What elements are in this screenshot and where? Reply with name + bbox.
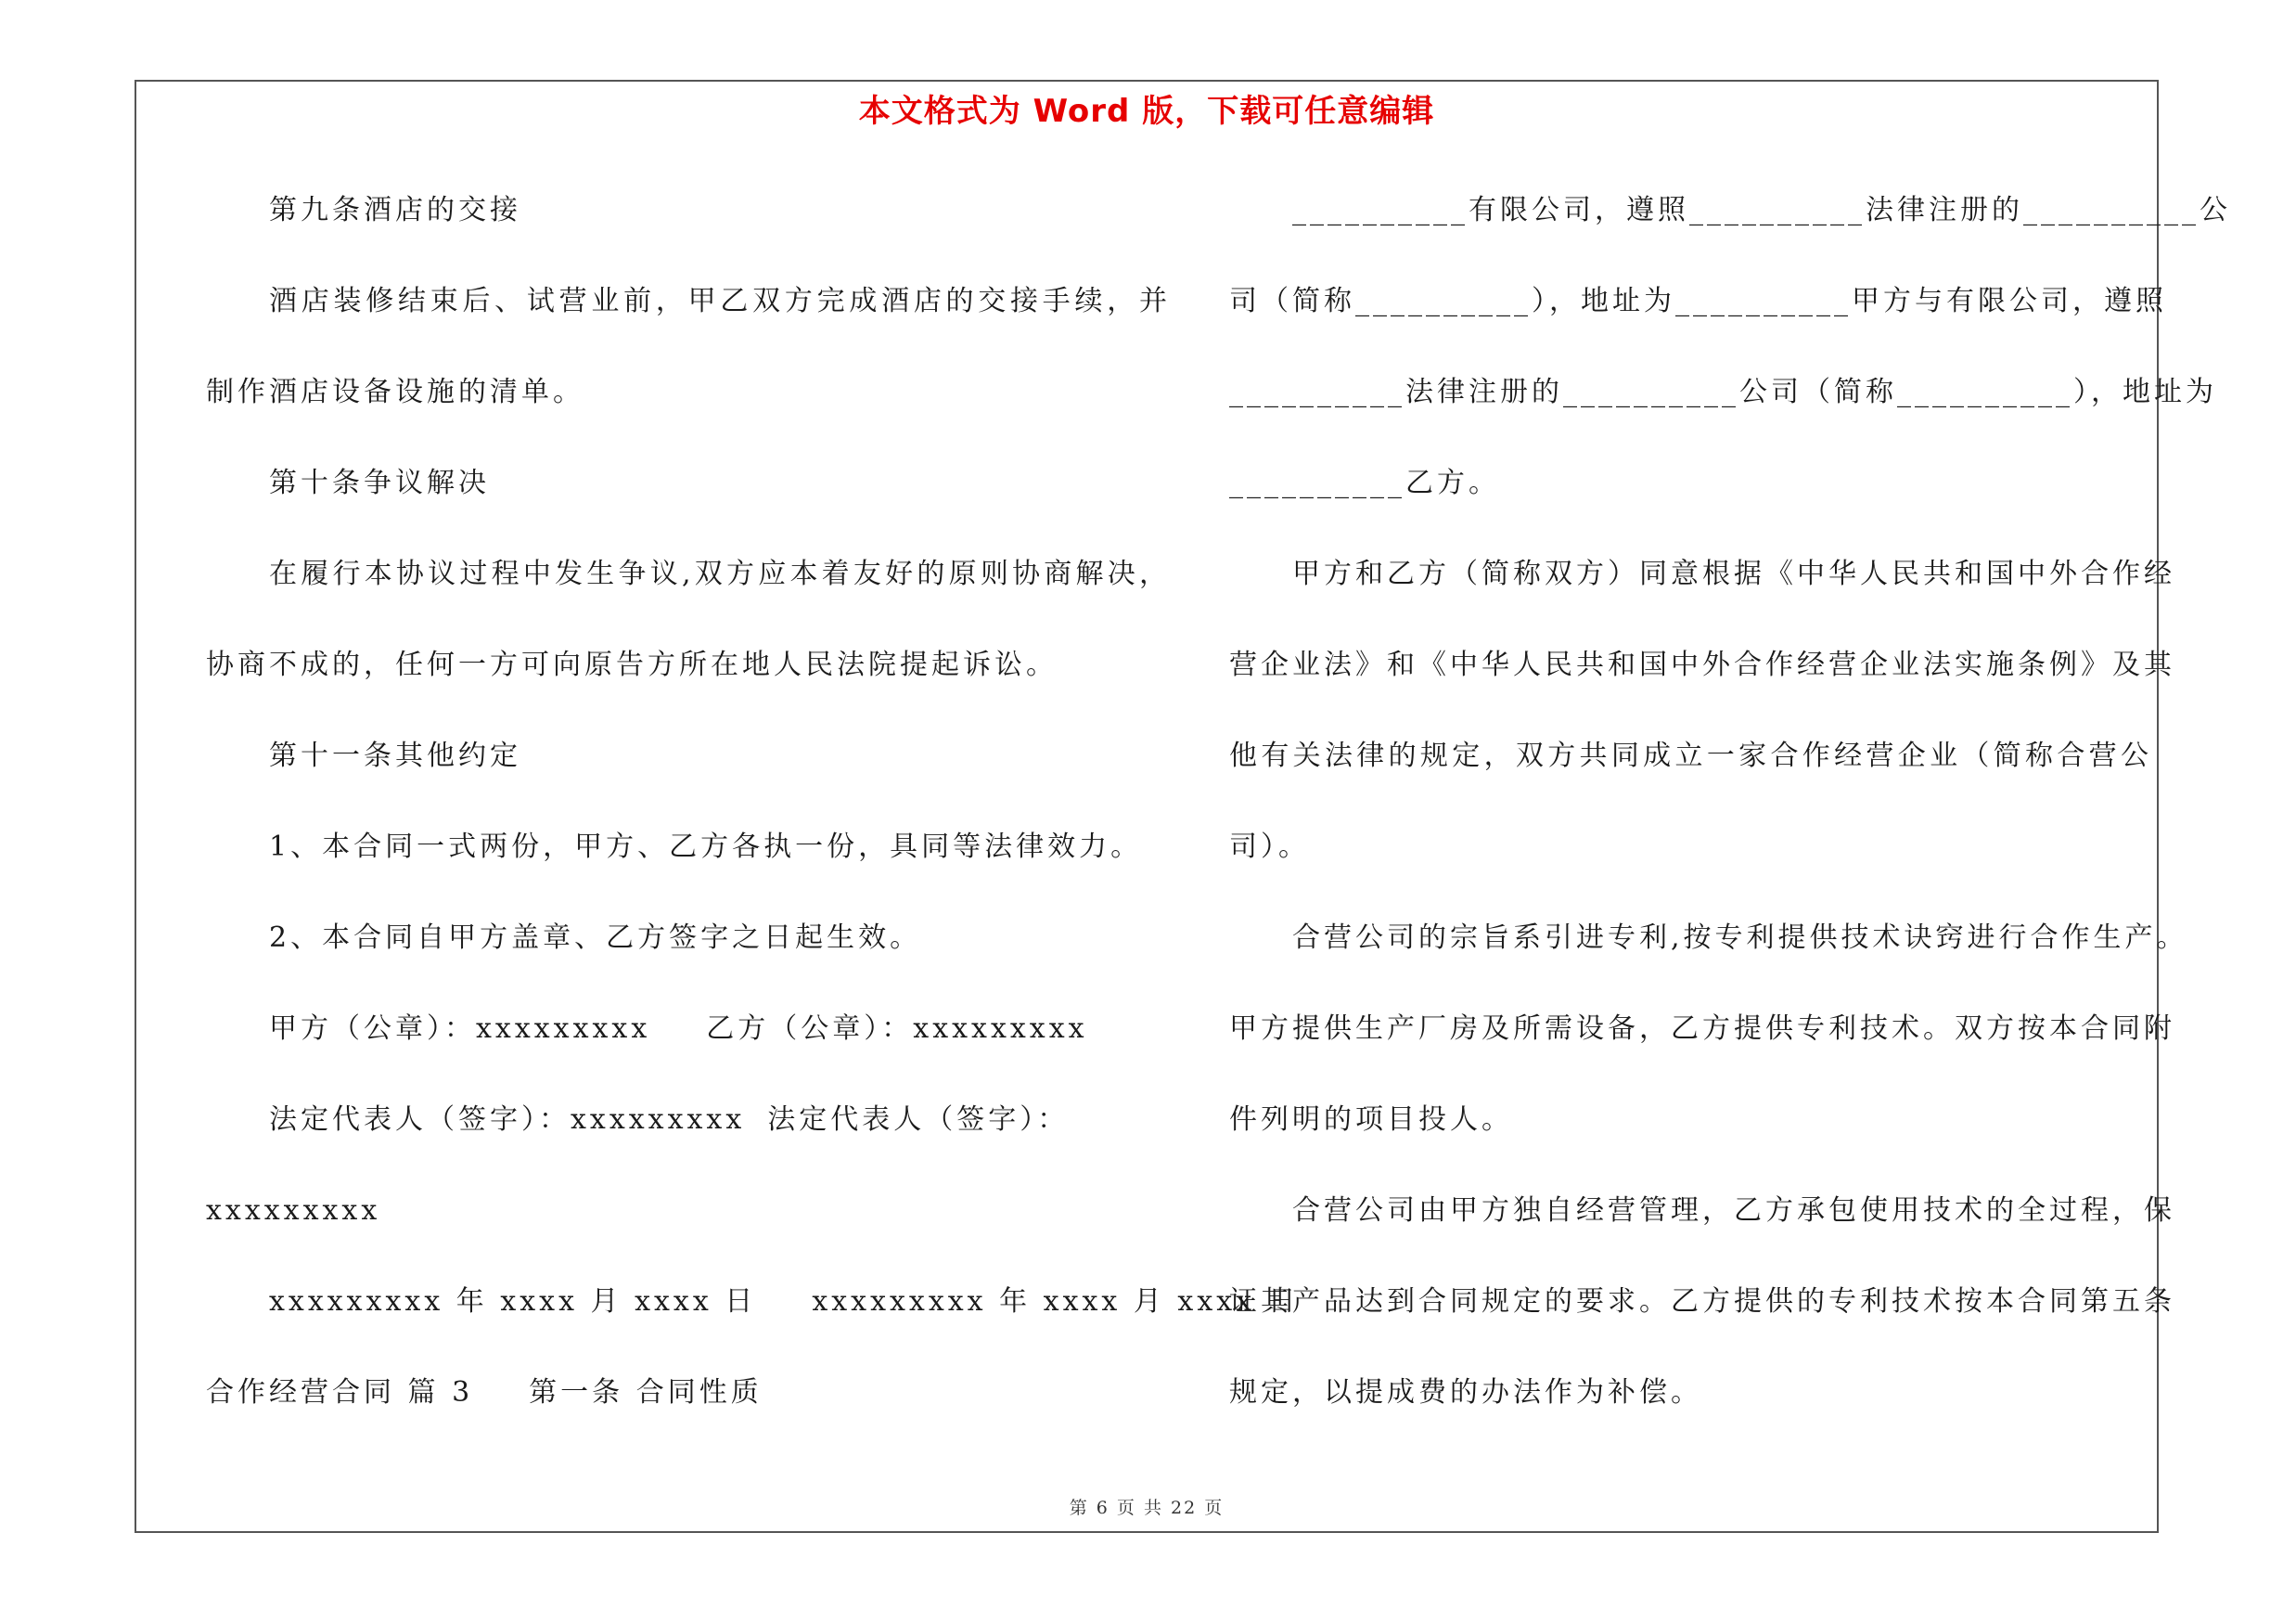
paragraph-line: 甲方提供生产厂房及所需设备，乙方提供专利技术。双方按本合同附 (1229, 1012, 2175, 1045)
article-9-heading: 第九条酒店的交接 (269, 194, 521, 226)
format-banner: 本文格式为 Word 版，下载可任意编辑 (858, 93, 1435, 130)
paragraph-line: 制作酒店设备设施的清单。 (206, 376, 584, 408)
party-a-seal: 甲方（公章）：xxxxxxxxx (269, 1012, 651, 1045)
party-b-date: xxxxxxxxx 年 xxxx 月 xxxx 日 (812, 1285, 1300, 1318)
paragraph-line: 司（简称__________），地址为__________甲方与有限公司，遵照 (1229, 285, 2167, 317)
paragraph-line: 在履行本协议过程中发生争议,双方应本着友好的原则协商解决， (269, 558, 1171, 590)
paragraph-line: 协商不成的，任何一方可向原告方所在地人民法院提起诉讼。 (206, 649, 1058, 681)
paragraph-line: xxxxxxxxx (206, 1194, 381, 1227)
paragraph-line: 营企业法》和《中华人民共和国中外合作经营企业法实施条例》及其 (1229, 649, 2175, 681)
paragraph-line: 件列明的项目投人。 (1229, 1103, 1513, 1136)
paragraph-line: 2、本合同自甲方盖章、乙方签字之日起生效。 (269, 921, 922, 954)
left-column (206, 181, 1300, 1454)
paragraph-line: 他有关法律的规定，双方共同成立一家合作经营企业（简称合营公 (1229, 740, 2152, 772)
paragraph-line: 合营公司由甲方独自经营管理，乙方承包使用技术的全过程，保 (1292, 1194, 2175, 1227)
contract-title: 合作经营合同 篇 3 (206, 1376, 474, 1409)
paragraph-line: 合营公司的宗旨系引进专利,按专利提供技术诀窍进行合作生产。 (1292, 921, 2188, 954)
article-11-heading: 第十一条其他约定 (269, 740, 521, 772)
article-10-heading: 第十条争议解决 (269, 467, 490, 499)
paragraph-line: 证其产品达到合同规定的要求。乙方提供的专利技术按本合同第五条 (1229, 1285, 2175, 1318)
signature-line (206, 1090, 1171, 1181)
date-line (206, 1272, 1300, 1363)
seal-line (206, 999, 1171, 1090)
paragraph-line: 1、本合同一式两份，甲方、乙方各执一份，具同等法律效力。 (269, 831, 1143, 863)
party-b-representative: 法定代表人（签字）： (767, 1103, 1070, 1136)
party-b-seal: 乙方（公章）：xxxxxxxxx (706, 1012, 1088, 1045)
party-a-representative: 法定代表人（签字）：xxxxxxxxx (269, 1103, 746, 1136)
paragraph-line: __________乙方。 (1229, 467, 1500, 499)
right-column (1229, 181, 2231, 1454)
paragraph-line: 酒店装修结束后、试营业前，甲乙双方完成酒店的交接手续，并 (269, 285, 1171, 317)
paragraph-line: 甲方和乙方（简称双方）同意根据《中华人民共和国中外合作经 (1292, 558, 2175, 590)
article-1-heading: 第一条 合同性质 (529, 1376, 763, 1409)
paragraph-line: __________有限公司，遵照__________法律注册的__________公 (1292, 194, 2231, 226)
paragraph-line: __________法律注册的__________公司（简称__________），地址为 (1229, 376, 2217, 408)
page-number: 第 6 页 共 22 页 (1069, 1498, 1225, 1518)
paragraph-line: 规定，以提成费的办法作为补偿。 (1229, 1376, 1702, 1409)
section-heading-line (206, 1363, 1171, 1454)
paragraph-line: 司）。 (1229, 831, 1310, 863)
party-a-date: xxxxxxxxx 年 xxxx 月 xxxx 日 (269, 1285, 757, 1318)
